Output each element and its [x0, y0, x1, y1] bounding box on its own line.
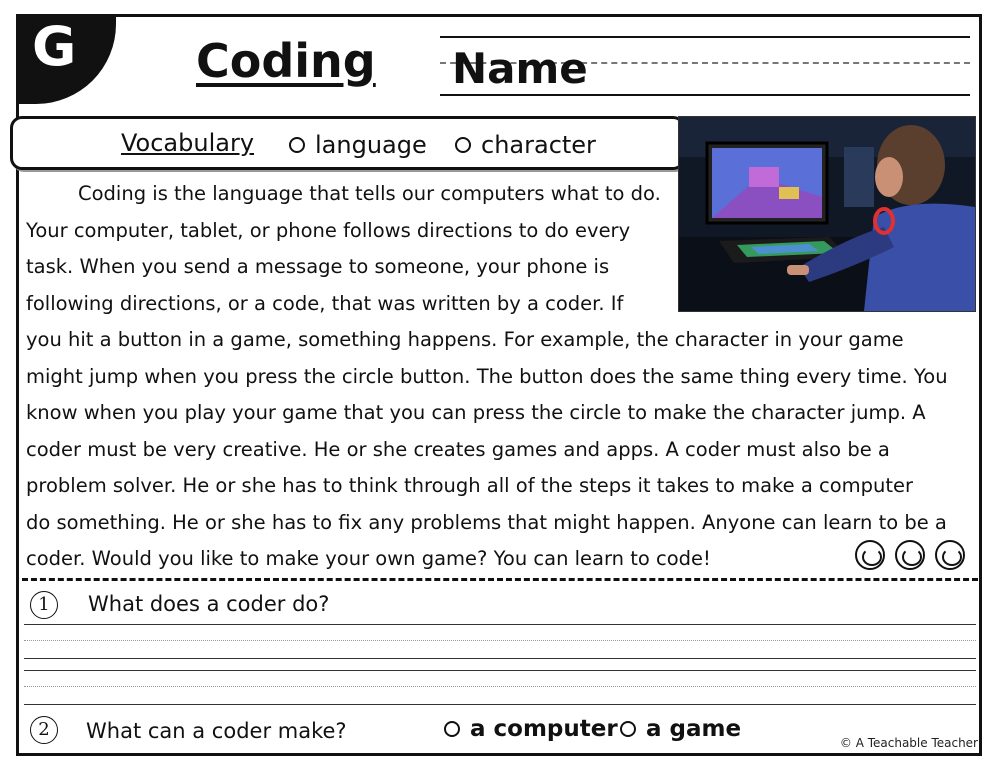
- smiley-face-icon[interactable]: [935, 540, 965, 570]
- choice-a-game: [620, 716, 741, 742]
- answer-line[interactable]: [24, 704, 976, 705]
- page-title: Coding: [196, 34, 376, 88]
- passage-line: know when you play your game that you can press the circle to make the character jump. A: [26, 401, 926, 424]
- question-1-text: What does a coder do?: [88, 592, 330, 616]
- name-label: Name: [452, 44, 588, 93]
- vocabulary-box: [10, 116, 685, 170]
- vocab-word-character: [455, 131, 596, 159]
- question-2-text: What can a coder make?: [86, 719, 347, 743]
- choice-label: a computer: [470, 716, 618, 742]
- passage-line: do something. He or she has to fix any problems that might happen. Anyone can learn to be a: [26, 510, 947, 534]
- passage-line: Your computer, tablet, or phone follows directions to do every: [26, 218, 631, 242]
- vocabulary-heading: Vocabulary: [121, 129, 255, 157]
- question-number-1: 1: [30, 591, 58, 619]
- smiley-face-icon[interactable]: [895, 540, 925, 570]
- level-letter: G: [32, 15, 77, 78]
- fluency-check-faces: [855, 540, 965, 570]
- bubble-icon[interactable]: [620, 721, 636, 737]
- bubble-icon[interactable]: [289, 137, 305, 153]
- passage-line: coder. Would you like to make your own game? You can learn to code!: [26, 547, 711, 570]
- vocab-word-label: language: [315, 131, 427, 159]
- answer-guide-line: [24, 686, 976, 687]
- passage-line: might jump when you press the circle button. The button does the same thing every time. You: [26, 364, 948, 388]
- bubble-icon[interactable]: [455, 137, 471, 153]
- choice-a-computer: [444, 716, 618, 742]
- vocab-word-language: [289, 131, 427, 159]
- smiley-face-icon[interactable]: [855, 540, 885, 570]
- passage-line: coder must be very creative. He or she creates games and apps. A coder must also be a: [26, 437, 890, 461]
- name-line-bottom: [440, 94, 970, 96]
- copyright-notice: © A Teachable Teacher: [839, 736, 978, 750]
- passage-line: problem solver. He or she has to think through all of the steps it takes to make a computer: [26, 474, 914, 497]
- bubble-icon[interactable]: [444, 721, 460, 737]
- section-divider: [22, 578, 978, 581]
- answer-guide-line: [24, 640, 976, 641]
- answer-line[interactable]: [24, 658, 976, 659]
- name-line-top: [440, 36, 970, 38]
- answer-line[interactable]: [24, 624, 976, 625]
- passage-line: following directions, or a code, that was written by a coder. If: [26, 291, 624, 315]
- choice-label: a game: [646, 716, 742, 742]
- answer-line[interactable]: [24, 670, 976, 671]
- vocab-word-label: character: [481, 131, 596, 159]
- question-number-2: 2: [30, 716, 58, 744]
- passage-line: Coding is the language that tells our computers what to do.: [78, 182, 661, 205]
- passage-line: you hit a button in a game, something happens. For example, the character in your game: [26, 328, 904, 351]
- reading-passage: [26, 176, 976, 578]
- passage-line: task. When you send a message to someone, your phone is: [26, 255, 610, 278]
